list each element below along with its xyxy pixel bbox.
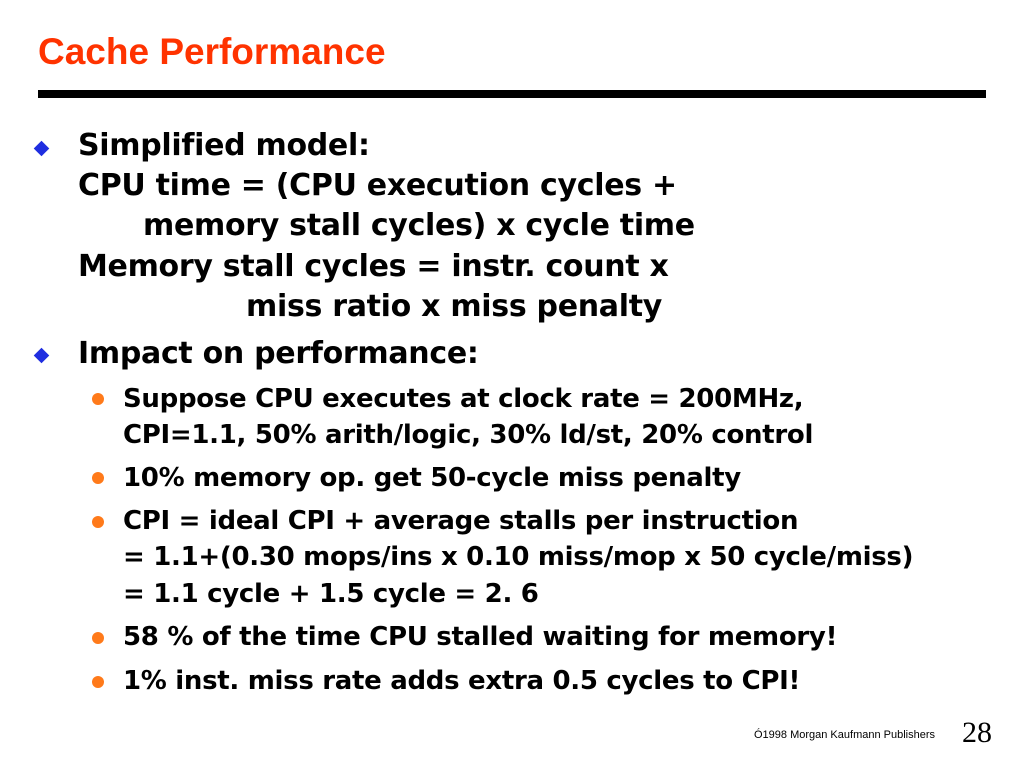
bullet-text: CPU time = (CPU execution cycles + <box>78 168 677 203</box>
diamond-bullet-icon <box>34 348 50 364</box>
sub-bullet-text: 58 % of the time CPU stalled waiting for memory! <box>123 622 838 652</box>
dot-bullet-icon <box>92 472 104 484</box>
bullet-text: miss ratio x miss penalty <box>246 289 663 324</box>
diamond-bullet-icon <box>34 141 50 157</box>
sub-bullet-text: Suppose CPU executes at clock rate = 200MHz, <box>123 384 804 414</box>
sub-bullet-text: = 1.1 cycle + 1.5 cycle = 2. 6 <box>123 579 539 609</box>
bullet-text: Impact on performance: <box>78 336 479 371</box>
bullet-text: Simplified model: <box>78 128 370 163</box>
dot-bullet-icon <box>92 676 104 688</box>
bullet-text: Memory stall cycles = instr. count x <box>78 249 669 284</box>
bullet-text: memory stall cycles) x cycle time <box>143 208 695 243</box>
sub-bullet-text: = 1.1+(0.30 mops/ins x 0.10 miss/mop x 50 cycle/miss) <box>123 542 914 572</box>
dot-bullet-icon <box>92 516 104 528</box>
page-number: 28 <box>962 716 992 749</box>
dot-bullet-icon <box>92 632 104 644</box>
sub-bullet-text: 10% memory op. get 50-cycle miss penalty <box>123 463 741 493</box>
sub-bullet-text: CPI=1.1, 50% arith/logic, 30% ld/st, 20% control <box>123 420 814 450</box>
slide-title: Cache Performance <box>38 31 386 72</box>
dot-bullet-icon <box>92 393 104 405</box>
copyright-footer: Ó1998 Morgan Kaufmann Publishers <box>754 729 935 741</box>
sub-bullet-text: CPI = ideal CPI + average stalls per instruction <box>123 506 799 536</box>
title-divider <box>38 90 986 98</box>
sub-bullet-text: 1% inst. miss rate adds extra 0.5 cycles to CPI! <box>123 666 801 696</box>
